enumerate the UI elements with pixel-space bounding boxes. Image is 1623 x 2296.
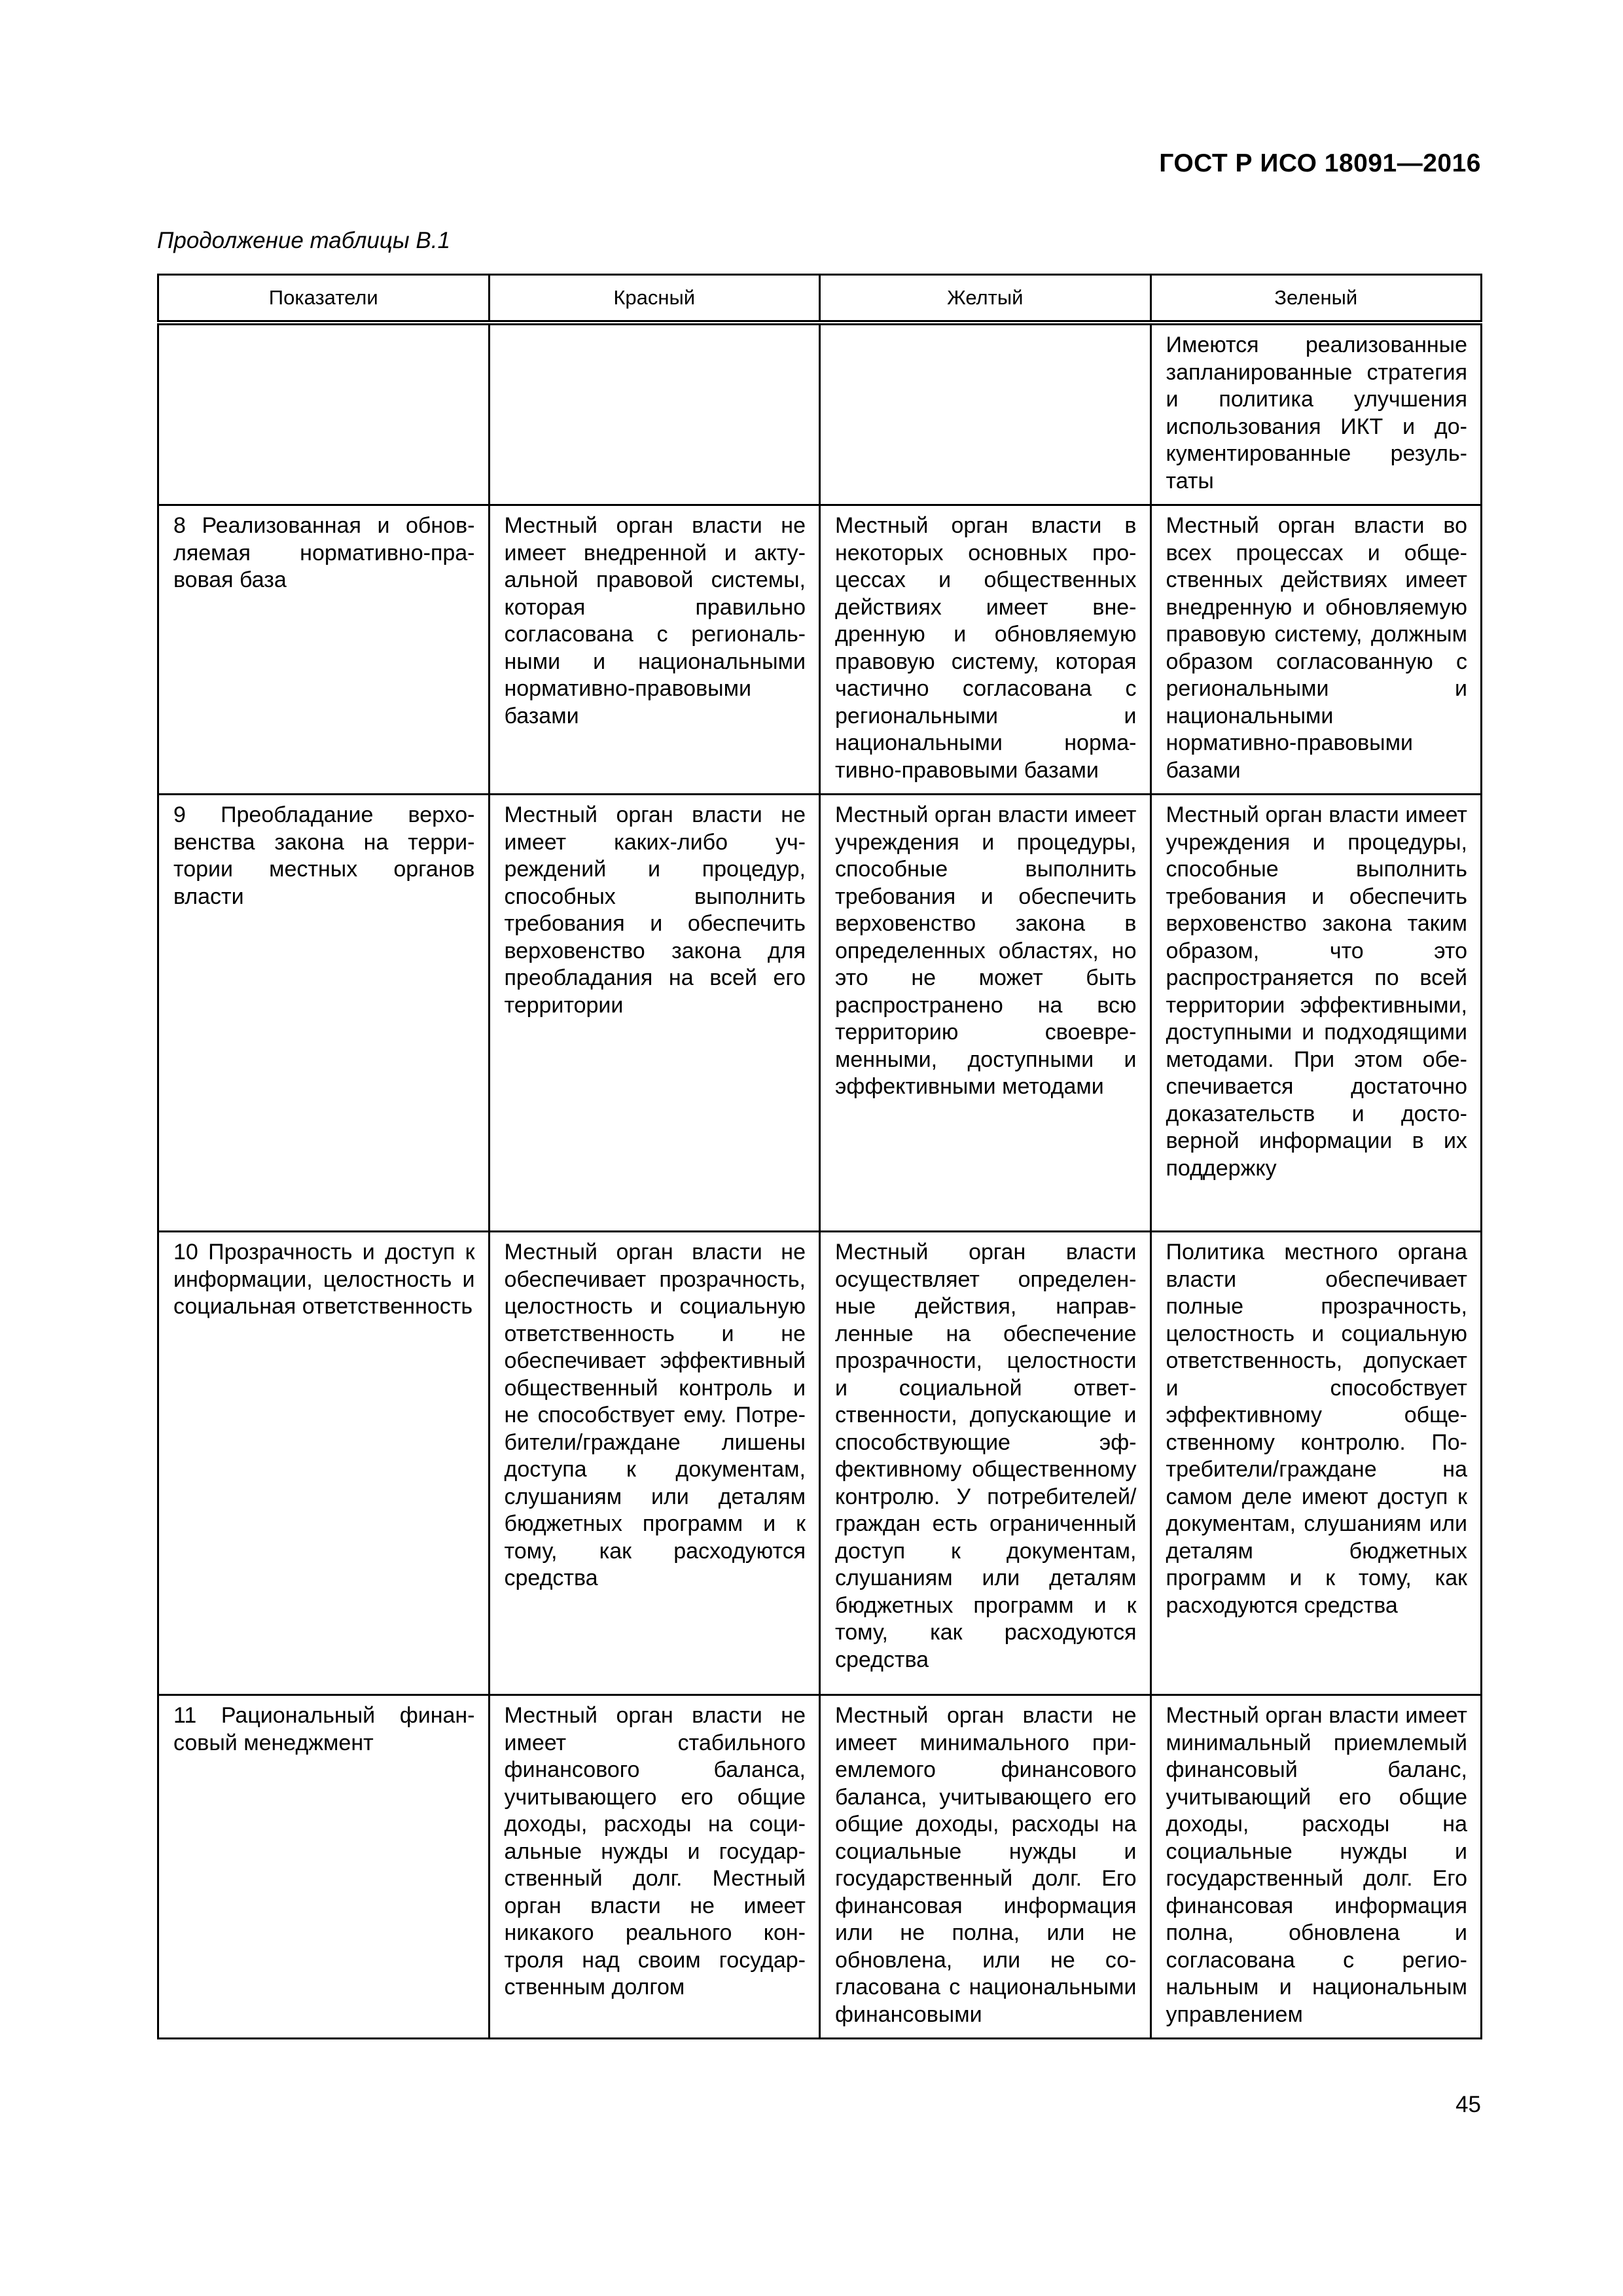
table-header-row: [158, 275, 1482, 323]
cell-red: Местный орган власти не обеспечивает прозрачность, целостность и социальную ответственность и не обеспечивает эффективный общественный контроль и не способствует ему. Потребители/граждане лишены доступа к документам, слушаниям или деталям бюджетных программ и к тому, как расходуются средства: [489, 1232, 820, 1695]
cell-yellow: Местный орган власти осуществляет определенные действия, направленные на обеспечение прозрачности, целостности и социальной ответственности, допускающие и способствующие эффективному общественному контролю. У потребителей/граждан есть ограниченный доступ к документам, слушаниям или деталям бюджетных программ и к тому, как расходуются средства: [820, 1232, 1151, 1695]
cell-indicator: 8 Реализованная и обновляемая нормативно-правовая база: [158, 505, 490, 795]
cell-yellow: Местный орган власти имеет учреждения и процедуры, способные выполнить требования и обеспечить верховенство закона в определенных областях, но это не может быть распространено на всю территорию своевременными, доступными и эффективными методами: [820, 795, 1151, 1232]
table-row: [158, 1232, 1482, 1695]
cell-red: Местный орган власти не имеет внедренной и актуальной правовой системы, которая правильно согласована с региональными и национальными нормативно-правовыми базами: [489, 505, 820, 795]
column-header-yellow: Желтый: [820, 275, 1151, 323]
cell-indicator: 10 Прозрачность и доступ к информации, целостность и социальная ответственность: [158, 1232, 490, 1695]
cell-yellow: Местный орган власти в некоторых основных процессах и общественных действиях имеет внедренную и обновляемую правовую систему, которая частично согласована с региональными и национальными нормативно-правовыми базами: [820, 505, 1151, 795]
cell-green: Имеются реализованные запланированные стратегия и политика улучшения использования ИКТ и документированные результаты: [1150, 323, 1482, 505]
cell-green: Местный орган власти имеет минимальный приемлемый финансовый баланс, учитывающий его общие доходы, расходы на социальные нужды и государственный долг. Его финансовая информация полна, обновлена и согласована с региональным и национальным управлением: [1150, 1695, 1482, 2039]
document-code: ГОСТ Р ИСО 18091—2016: [1159, 149, 1481, 177]
cell-indicator: 11 Рациональный финансовый менеджмент: [158, 1695, 490, 2039]
page-number: 45: [1455, 2092, 1481, 2117]
column-header-red: Красный: [489, 275, 820, 323]
table-row: [158, 795, 1482, 1232]
cell-indicator: 9 Преобладание верховенства закона на территории местных органов власти: [158, 795, 490, 1232]
table-row: [158, 505, 1482, 795]
cell-green: Местный орган власти во всех процессах и общественных действиях имеет внедренную и обновляемую правовую систему, должным образом согласованную с региональными и национальными нормативно-правовыми базами: [1150, 505, 1482, 795]
cell-green: Местный орган власти имеет учреждения и процедуры, способные выполнить требования и обеспечить верховенство закона таким образом, что это распространяется по всей территории эффективными, доступными и подходящими методами. При этом обеспечивается достаточно доказательств и достоверной информации в их поддержку: [1150, 795, 1482, 1232]
column-header-green: Зеленый: [1150, 275, 1482, 323]
cell-green: Политика местного органа власти обеспечивает полные прозрачность, целостность и социальную ответственность, допускает и способствует эффективному общественному контролю. Потребители/граждане на самом деле имеют доступ к документам, слушаниям или деталям бюджетных программ и к тому, как расходуются средства: [1150, 1232, 1482, 1695]
cell-indicator: [158, 323, 490, 505]
table-row: [158, 323, 1482, 505]
cell-red: [489, 323, 820, 505]
table-caption: Продолжение таблицы В.1: [157, 228, 450, 253]
cell-yellow: Местный орган власти не имеет минимального приемлемого финансового баланса, учитывающего его общие доходы, расходы на социальные нужды и государственный долг. Его финансовая информация или не полна, или не обновлена, или не согласована с национальными финансовыми: [820, 1695, 1151, 2039]
column-header-indicators: Показатели: [158, 275, 490, 323]
table-row: [158, 1695, 1482, 2039]
cell-yellow: [820, 323, 1151, 505]
cell-red: Местный орган власти не имеет каких-либо учреждений и процедур, способных выполнить требования и обеспечить верховенство закона для преобладания на всей его территории: [489, 795, 820, 1232]
cell-red: Местный орган власти не имеет стабильного финансового баланса, учитывающего его общие доходы, расходы на социальные нужды и государственный долг. Местный орган власти не имеет никакого реального контроля над своим государственным долгом: [489, 1695, 820, 2039]
indicator-table: [157, 274, 1482, 2039]
